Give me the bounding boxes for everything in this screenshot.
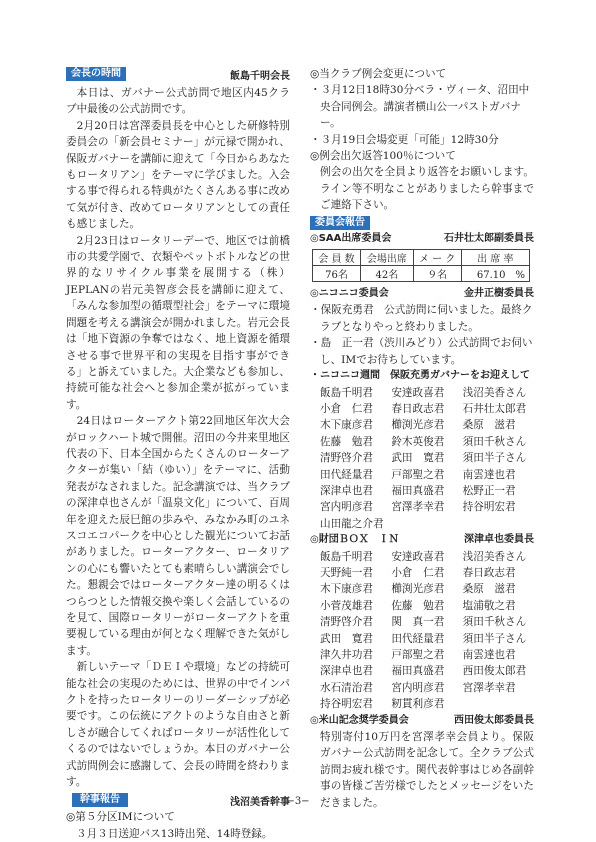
- member-name: 深津卓也君: [320, 484, 373, 497]
- henko-heading: ◎当クラブ例会変更について: [310, 68, 447, 80]
- member-name: 福田真盛君: [391, 665, 445, 678]
- attendance-table: [312, 249, 530, 282]
- member-name: 戸部聖之君: [391, 468, 445, 481]
- iinkai-section-tag: 委員会報告: [310, 216, 370, 230]
- kaicho-paragraph: 新しいテーマ「ＤＥＩや環境」などの持続可能な社会の実現のためには、世界の中でインパクトを持ったロータリーのリーダーシップが必要です。この伝統にアクトのような自由さと新しさが融合してくればロータリーが活性化してくるのではないでしょうか。本日のガバナー公式訪問例会に感謝して、会長の時間を終わります。: [66, 661, 290, 789]
- box-author: 深津卓也委員長: [464, 534, 534, 546]
- niko-week-heading: ・ニコニコ週間 保阪充勇ガバナーをお迎えして: [310, 370, 530, 382]
- member-name: 宮澤孝幸君: [391, 501, 445, 514]
- member-name: 宮内明彦君: [320, 501, 373, 514]
- member-name: 津久井功君: [320, 649, 373, 661]
- niko-item: ・保阪充勇君 公式訪問に伺いました。最終クラブとなりやっと終わりました。: [310, 304, 533, 333]
- member-name: 深津卓也君: [320, 665, 373, 678]
- member-name: 佐藤 勉君: [320, 435, 373, 448]
- kaicho-paragraph: 24日はローターアクト第22回地区年次大会がロックハート城で開催。沼田の今井来里地区代表の下、日本全国からたくさんのローターアクターが集い「結（ゆい）」をテーマに、活動発表がなされました。記念講演では、当クラブの深津卓也さんが「温泉文化」について、百周年を迎えた辰巳館の歩みや、みなかみ町のユネスコエコパークを中心とした観光についてお話がありました。ローターアクター、ロータリアンの心にも響いたとても素晴らしい講演会でした。懇親会ではローターアクター達の明るくはつらつとした情報交換や楽しく会話しているのを見て、国際ロータリーがローターアクトを重要視している理由が何となく理解できた気がします。: [66, 415, 290, 657]
- member-name: 木下康彦君: [320, 583, 373, 596]
- kaicho-paragraph: 2月23日はロータリーデーで、地区では前橋市の共愛学園で、衣類やペットボトルなどの世界的なリサイクル事業を展開する（株）JEPLANの岩元美智彦会長を講師に迎えて、「みんな参加型の循環型社会」をテーマに環境問題を考える講演会が開かれました。岩元会長は「地下資源の争奪ではなく、地上資源を循環させる事で世界平和の実現を目指す事ができる」と訴えていました。大企業なども参加し、持続可能な社会へと参加企業が拡がっています。: [66, 234, 290, 411]
- henko-item: ・３月12日18時30分ベラ・ヴィータ、沼田中央合同例会。講演者横山公一パストガバナー。: [310, 84, 530, 130]
- member-name: 清野啓介君: [320, 616, 373, 629]
- box-names: [310, 549, 534, 713]
- table-header-cell: 会 員 数: [313, 250, 361, 266]
- table-row: [313, 266, 530, 282]
- shukketsu-heading: ◎例会出欠返答100％について: [310, 150, 456, 163]
- member-name: 武田 寛君: [391, 452, 445, 465]
- iinkai-header: [310, 216, 534, 230]
- kanji-line: ◎第５分区IMについて: [66, 811, 175, 824]
- member-name: 持谷明宏君: [462, 501, 516, 514]
- table-cell: ９名: [413, 266, 461, 282]
- member-name: 関 真一君: [391, 616, 445, 629]
- left-column: [66, 66, 290, 842]
- member-name: 須田千秋さん: [462, 616, 527, 629]
- page-number: −3−: [286, 796, 310, 807]
- member-name: 佐藤 勉君: [391, 599, 445, 612]
- member-name: 小菅茂雄君: [320, 599, 373, 612]
- member-name: 西田俊太郎君: [462, 665, 527, 678]
- henko-item: ・３月19日会場変更「可能」12時30分: [310, 133, 499, 146]
- member-name: 小倉 仁君: [391, 566, 445, 579]
- table-cell: 67.10 %: [461, 266, 529, 282]
- member-name: 天野純一君: [320, 566, 373, 579]
- member-name: 持谷明宏君: [320, 698, 373, 711]
- box-title: ◎財団ＢＯＸ ＩＮ: [310, 534, 399, 546]
- kanji-section-tag: 幹事報告: [72, 793, 128, 807]
- member-name: 福田真盛君: [391, 484, 445, 497]
- kaicho-paragraph: 本日は、ガバナー公式訪問で地区内45クラブ中最後の公式訪問です。: [66, 87, 290, 116]
- yoneyama-author: 西田俊太郎委員長: [454, 714, 534, 726]
- member-name: 須田千秋さん: [462, 435, 527, 448]
- member-name: 安達政喜君: [391, 550, 445, 563]
- right-column: [310, 66, 534, 811]
- table-header-cell: 会場出席: [361, 250, 414, 266]
- kaicho-header: [66, 66, 290, 82]
- member-name: 籾貫利彦君: [391, 698, 445, 711]
- kanji-line: ３月３日送迎バス13時出発、14時登録。: [76, 827, 273, 840]
- member-name: 浅沼美香さん: [462, 386, 527, 399]
- member-name: 須田半子さん: [462, 452, 527, 465]
- saa-title: ◎SAA出席委員会: [310, 232, 392, 244]
- table-header-cell: 出 席 率: [461, 250, 529, 266]
- member-name: 小倉 仁君: [320, 402, 373, 415]
- member-name: 櫛渕光彦君: [391, 583, 445, 596]
- yoneyama-title: ◎米山記念奨学委員会: [310, 714, 409, 726]
- saa-heading: [310, 231, 534, 247]
- member-name: 水石清治君: [320, 681, 373, 694]
- member-name: 宮内明彦君: [391, 681, 445, 694]
- table-header-row: [313, 250, 530, 266]
- yoneyama-heading: [310, 713, 534, 729]
- member-name: 清野啓介君: [320, 452, 373, 465]
- member-name: 鈴木英俊君: [391, 435, 445, 448]
- member-name: 飯島千明君: [320, 386, 373, 399]
- member-name: 武田 寛君: [320, 632, 373, 645]
- niko-heading: [310, 286, 534, 302]
- kaicho-author: 飯島千明会長: [230, 70, 290, 82]
- niko-item: ・島 正一君（渋川みどり）公式訪問でお伺いし、IMでお待ちしています。: [310, 337, 533, 366]
- member-name: 山田龍之介君: [320, 517, 384, 530]
- box-heading: [310, 532, 534, 548]
- member-name: 飯島千明君: [320, 550, 373, 563]
- table-cell: 42名: [361, 266, 414, 282]
- member-name: 戸部聖之君: [391, 649, 445, 661]
- member-name: 塩浦敬之君: [462, 599, 516, 612]
- member-name: 松野正一君: [462, 484, 516, 497]
- yoneyama-body: 特別寄付10万円を宮澤孝幸会員より。保阪ガバナー公式訪問を記念して。全クラブ公式訪問お疲れ様です。関代表幹事はじめ各副幹事の皆様ご苦労様でしたとメッセージをいただきました。: [320, 731, 534, 809]
- niko-week-names: [310, 385, 534, 533]
- saa-author: 石井壮太郎副委員長: [444, 232, 534, 244]
- table-header-cell: メ ー ク: [413, 250, 461, 266]
- niko-title: ◎ニコニコ委員会: [310, 288, 389, 300]
- member-name: 桑原 滋君: [462, 419, 516, 432]
- member-name: 南雲達也君: [462, 649, 516, 661]
- member-name: 宮澤孝幸君: [462, 681, 516, 694]
- member-name: 浅沼美香さん: [462, 550, 527, 563]
- member-name: 須田半子さん: [462, 632, 527, 645]
- member-name: 春日政志君: [462, 566, 516, 579]
- shukketsu-body: 例会の出欠を全員より返答をお願いします。ライン等不明なことがありましたら幹事までご連絡下さい。: [320, 166, 534, 212]
- member-name: 石井壮太郎君: [462, 402, 527, 415]
- table-cell: 76名: [313, 266, 361, 282]
- member-name: 南雲達也君: [462, 468, 516, 481]
- kaicho-paragraph: 2月20日は宮澤委員長を中心とした研修特別委員会の「新会員セミナー」が元禄で開かれ、保阪ガバナーを講師に迎えて「今日からあなたもロータリアン」をテーマに学びました。入会する事で得られる特典がたくさんある事に改めて気が付き、改めてロータリアンとしての責任も感じました。: [66, 119, 290, 231]
- member-name: 田代経量君: [391, 632, 445, 645]
- member-name: [463, 696, 534, 712]
- kanji-author: 浅沼美香幹事: [230, 796, 290, 808]
- member-name: 木下康彦君: [320, 419, 373, 432]
- member-name: 櫛渕光彦君: [391, 419, 445, 432]
- kaicho-section-tag: 会長の時間: [66, 67, 126, 81]
- niko-author: 金井正樹委員長: [464, 288, 534, 300]
- member-name: 田代経量君: [320, 468, 373, 481]
- member-name: 桑原 滋君: [462, 583, 516, 596]
- member-name: 春日政志君: [391, 402, 445, 415]
- member-name: 安達政喜君: [391, 386, 445, 399]
